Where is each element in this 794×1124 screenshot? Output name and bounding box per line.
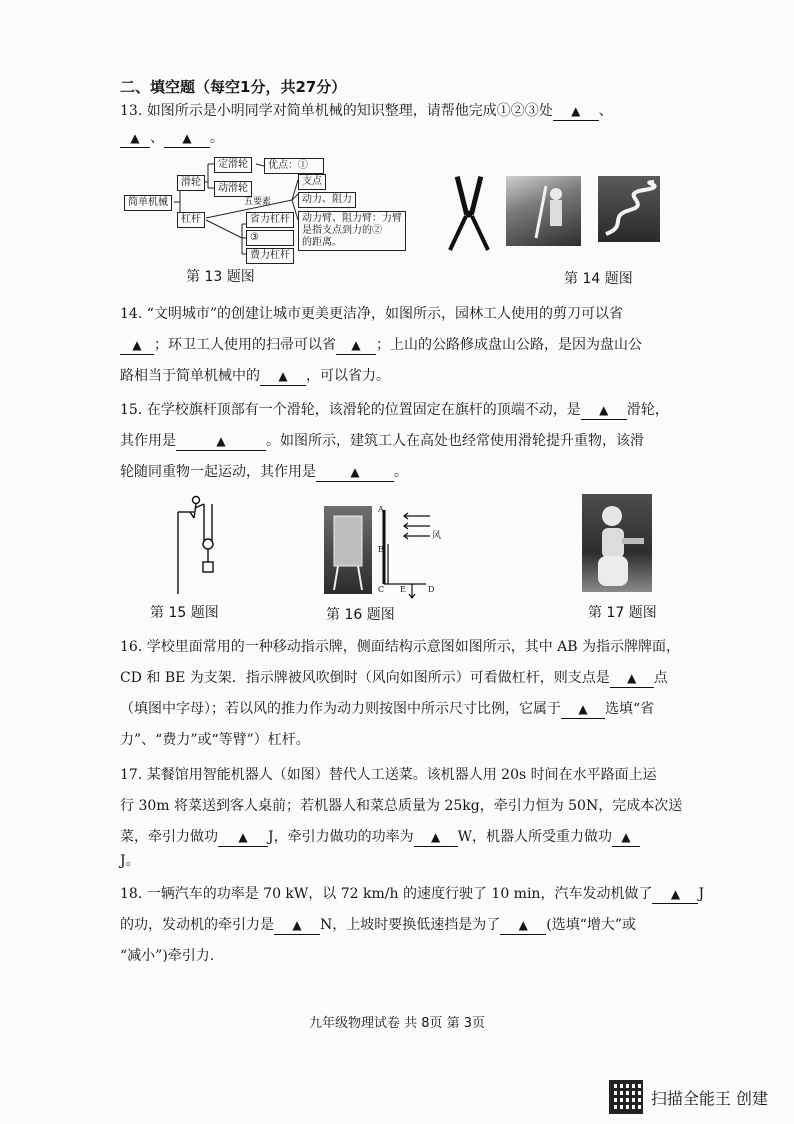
caption-16: 第 16 题图 <box>326 607 395 623</box>
broom-photo <box>506 176 581 246</box>
q17-line2: 行 30m 将菜送到客人桌前；若机器人和菜总质量为 25kg，牵引力恒为 50N，完成本次送 <box>120 798 683 814</box>
mountain-road-photo <box>598 176 660 242</box>
q13-line1: 13. 如图所示是小明同学对简单机械的知识整理，请帮他完成①②③处 ▲ 、 <box>120 103 613 119</box>
q17-blank-2[interactable]: ▲ <box>414 828 458 847</box>
q16-line2: CD 和 BE 为支架．指示牌被风吹倒时（风向如图所示）可看做杠杆，则支点是 ▲ 点 <box>120 670 668 686</box>
q17-line3: 菜，牵引力做功 ▲ J，牵引力做功的功率为 ▲ W，机器人所受重力做功 ▲ <box>120 827 640 847</box>
fig13-advantage-box: 优点：① <box>264 158 324 174</box>
q15-blank-1[interactable]: ▲ <box>581 401 627 420</box>
scanner-watermark <box>609 1080 768 1114</box>
label-c: C <box>378 585 385 594</box>
q13-blank-3[interactable]: ▲ <box>164 129 210 148</box>
label-b: B <box>378 545 384 554</box>
q16-line1: 16. 学校里面常用的一种移动指示牌，侧面结构示意图如图所示，其中 AB 为指示牌牌面， <box>120 639 681 655</box>
fig13-fixed-box: 定滑轮 <box>214 157 252 173</box>
winding-road-icon <box>598 176 660 242</box>
sweeper-icon <box>506 176 581 246</box>
q18-blank-1[interactable]: ▲ <box>652 885 698 904</box>
pulley-worker-figure <box>176 494 224 594</box>
q16-line3: （填图中字母）；若以风的推力作为动力则按图中所示尺寸比例，它属于 ▲ 选填“省 <box>120 701 655 717</box>
sign-photo <box>324 506 372 594</box>
q17-blank-3[interactable]: ▲ <box>612 828 640 847</box>
robot-icon <box>582 494 652 592</box>
label-wind: 风 <box>432 531 442 541</box>
caption-14: 第 14 题图 <box>564 271 633 287</box>
sign-board-icon <box>324 506 372 594</box>
robot-photo <box>582 494 652 592</box>
fig13-three-box: ③ <box>246 230 294 246</box>
scanner-label: 扫描全能王 创建 <box>650 1088 768 1108</box>
q17-line1: 17. 某餐馆用智能机器人（如图）替代人工送菜。该机器人用 20s 时间在水平路面上运 <box>120 767 657 783</box>
fig13-arm-box: 动力臂、阻力臂：力臂 是指支点到力的② 的距离。 <box>298 211 406 251</box>
section-title: 二、填空题（每空1分，共27分） <box>120 78 347 96</box>
caption-15: 第 15 题图 <box>150 605 219 621</box>
q16-line4: 力”、“费力”或“等臂”）杠杆。 <box>120 732 310 748</box>
q18-blank-3[interactable]: ▲ <box>500 916 546 935</box>
q16-blank-1[interactable]: ▲ <box>610 669 654 688</box>
page-footer: 九年级物理试卷 共 8页 第 3页 <box>308 1016 486 1031</box>
fig13-fulcrum-box: 支点 <box>298 174 326 190</box>
q15-line1: 15. 在学校旗杆顶部有一个滑轮，该滑轮的位置固定在旗杆的顶端不动，是 ▲ 滑轮， <box>120 402 669 418</box>
q18-line2: 的功，发动机的牵引力是 ▲ N，上坡时要换低速挡是为了 ▲ (选填“增大”或 <box>120 917 637 933</box>
fig13-saving-box: 省力杠杆 <box>246 212 294 228</box>
qr-code-icon <box>609 1080 643 1114</box>
caption-17: 第 17 题图 <box>588 605 657 621</box>
q18-blank-2[interactable]: ▲ <box>274 916 320 935</box>
label-d: D <box>428 585 435 594</box>
q14-line3: 路相当于简单机械中的 ▲ ，可以省力。 <box>120 368 390 384</box>
q14-line2: ▲ ；环卫工人使用的扫帚可以省 ▲ ；上山的公路修成盘山公路，是因为盘山公 <box>120 335 642 355</box>
q17-line4: J。 <box>120 853 140 869</box>
q13-blank-2[interactable]: ▲ <box>120 129 150 148</box>
q14-blank-1[interactable]: ▲ <box>120 336 154 355</box>
q14-line1: 14. “文明城市”的创建让城市更美更洁净，如图所示，园林工人使用的剪刀可以省 <box>120 306 624 322</box>
q17-blank-1[interactable]: ▲ <box>218 828 268 847</box>
q15-blank-2[interactable]: ▲ <box>176 432 266 451</box>
q13-line2: ▲ 、 ▲ 。 <box>120 128 224 148</box>
fig13-pulley-box: 滑轮 <box>177 175 205 191</box>
q14-blank-3[interactable]: ▲ <box>260 367 306 386</box>
q15-line2: 其作用是 ▲ 。如图所示，建筑工人在高处也经常使用滑轮提升重物，该滑 <box>120 433 644 449</box>
label-a: A <box>378 505 384 514</box>
fig13-root-box: 简单机械 <box>124 195 172 211</box>
fig13-lever-box: 杠杆 <box>177 212 205 228</box>
caption-13: 第 13 题图 <box>186 269 255 285</box>
label-e: E <box>400 585 406 594</box>
fig13-movable-box: 动滑轮 <box>214 181 252 197</box>
q15-blank-3[interactable]: ▲ <box>316 463 394 482</box>
q14-blank-2[interactable]: ▲ <box>336 336 376 355</box>
q18-line3: “减小”)牵引力. <box>120 948 215 964</box>
fig13-forces-box: 动力、阻力 <box>298 192 356 208</box>
scissors-icon <box>442 172 496 252</box>
q15-line3: 轮随同重物一起运动，其作用是 ▲ 。 <box>120 464 408 480</box>
q16-blank-2[interactable]: ▲ <box>561 700 605 719</box>
fig13-five-elements: 五要素 <box>244 197 272 207</box>
fig13-costly-box: 费力杠杆 <box>246 248 294 264</box>
q13-blank-1[interactable]: ▲ <box>553 102 599 121</box>
q18-line1: 18. 一辆汽车的功率是 70 kW，以 72 km/h 的速度行驶了 10 min，汽车发动机做了 ▲ J <box>120 886 705 902</box>
